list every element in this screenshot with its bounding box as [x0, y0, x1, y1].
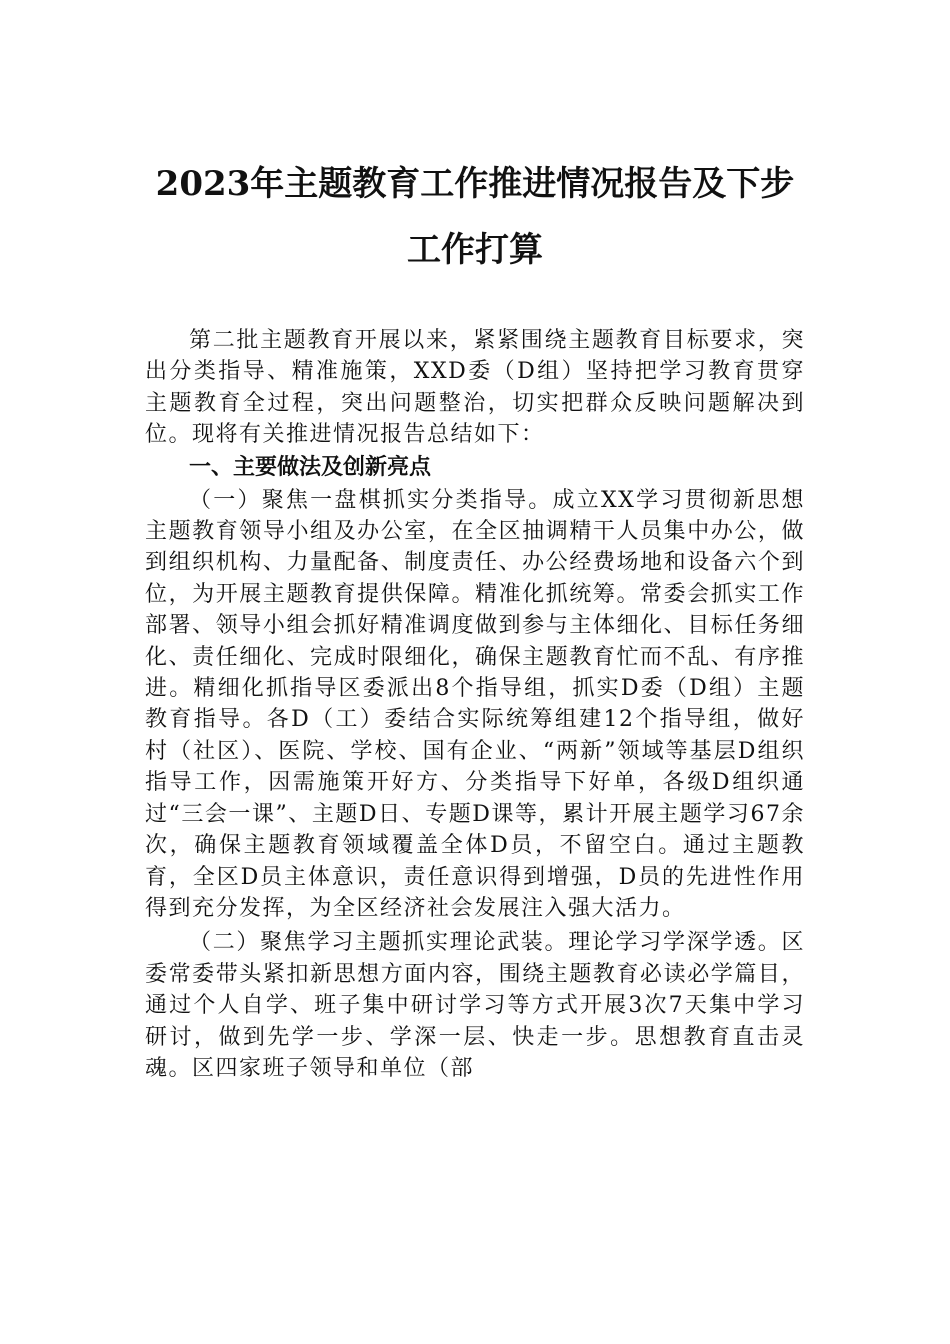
section-heading-1: 一、主要做法及创新亮点 — [189, 454, 432, 480]
section-2-paragraph: （二）聚焦学习主题抓实理论武装。理论学习学深学透。区委常委带头紧扣新思想方面内容，围绕主题教育必读必学篇目，通过个人自学、班子集中研讨学习等方式开展3次7天集中学习研讨，做到先学一步、学深一层、快走一步。思想教育直击灵魂。区四家班子领导和单位（部 — [145, 930, 805, 1081]
intro-paragraph: 第二批主题教育开展以来，紧紧围绕主题教育目标要求，突出分类指导、精准施策，XXD委（D组）坚持把学习教育贯穿主题教育全过程，突出问题整治，切实把群众反映问题解决到位。现将有关推进情况报告总结如下： — [145, 328, 805, 448]
section-1-paragraph: （一）聚焦一盘棋抓实分类指导。成立XX学习贯彻新思想主题教育领导小组及办公室，在全区抽调精干人员集中办公，做到组织机构、力量配备、制度责任、办公经费场地和设备六个到位，为开展主题教育提供保障。精准化抓统筹。常委会抓实工作部署、领导小组会抓好精准调度做到参与主体细化、目标任务细化、责任细化、完成时限细化，确保主题教育忙而不乱、有序推进。精细化抓指导区委派出8个指导组，抓实D委（D组）主题教育指导。各D（工）委结合实际统筹组建12个指导组，做好村（社区）、医院、学校、国有企业、“两新”领域等基层D组织指导工作，因需施策开好方、分类指导下好单，各级D组织通过“三会一课”、主题D日、专题D课等，累计开展主题学习67余次，确保主题教育领域覆盖全体D员，不留空白。通过主题教育，全区D员主体意识，责任意识得到增强，D员的先进性作用得到充分发挥，为全区经济社会发展注入强大活力。 — [145, 487, 805, 921]
document-body — [145, 325, 805, 1084]
document-title-line-2: 工作打算 — [407, 230, 543, 270]
document-title-line-1: 2023年主题教育工作推进情况报告及下步 — [155, 164, 795, 204]
